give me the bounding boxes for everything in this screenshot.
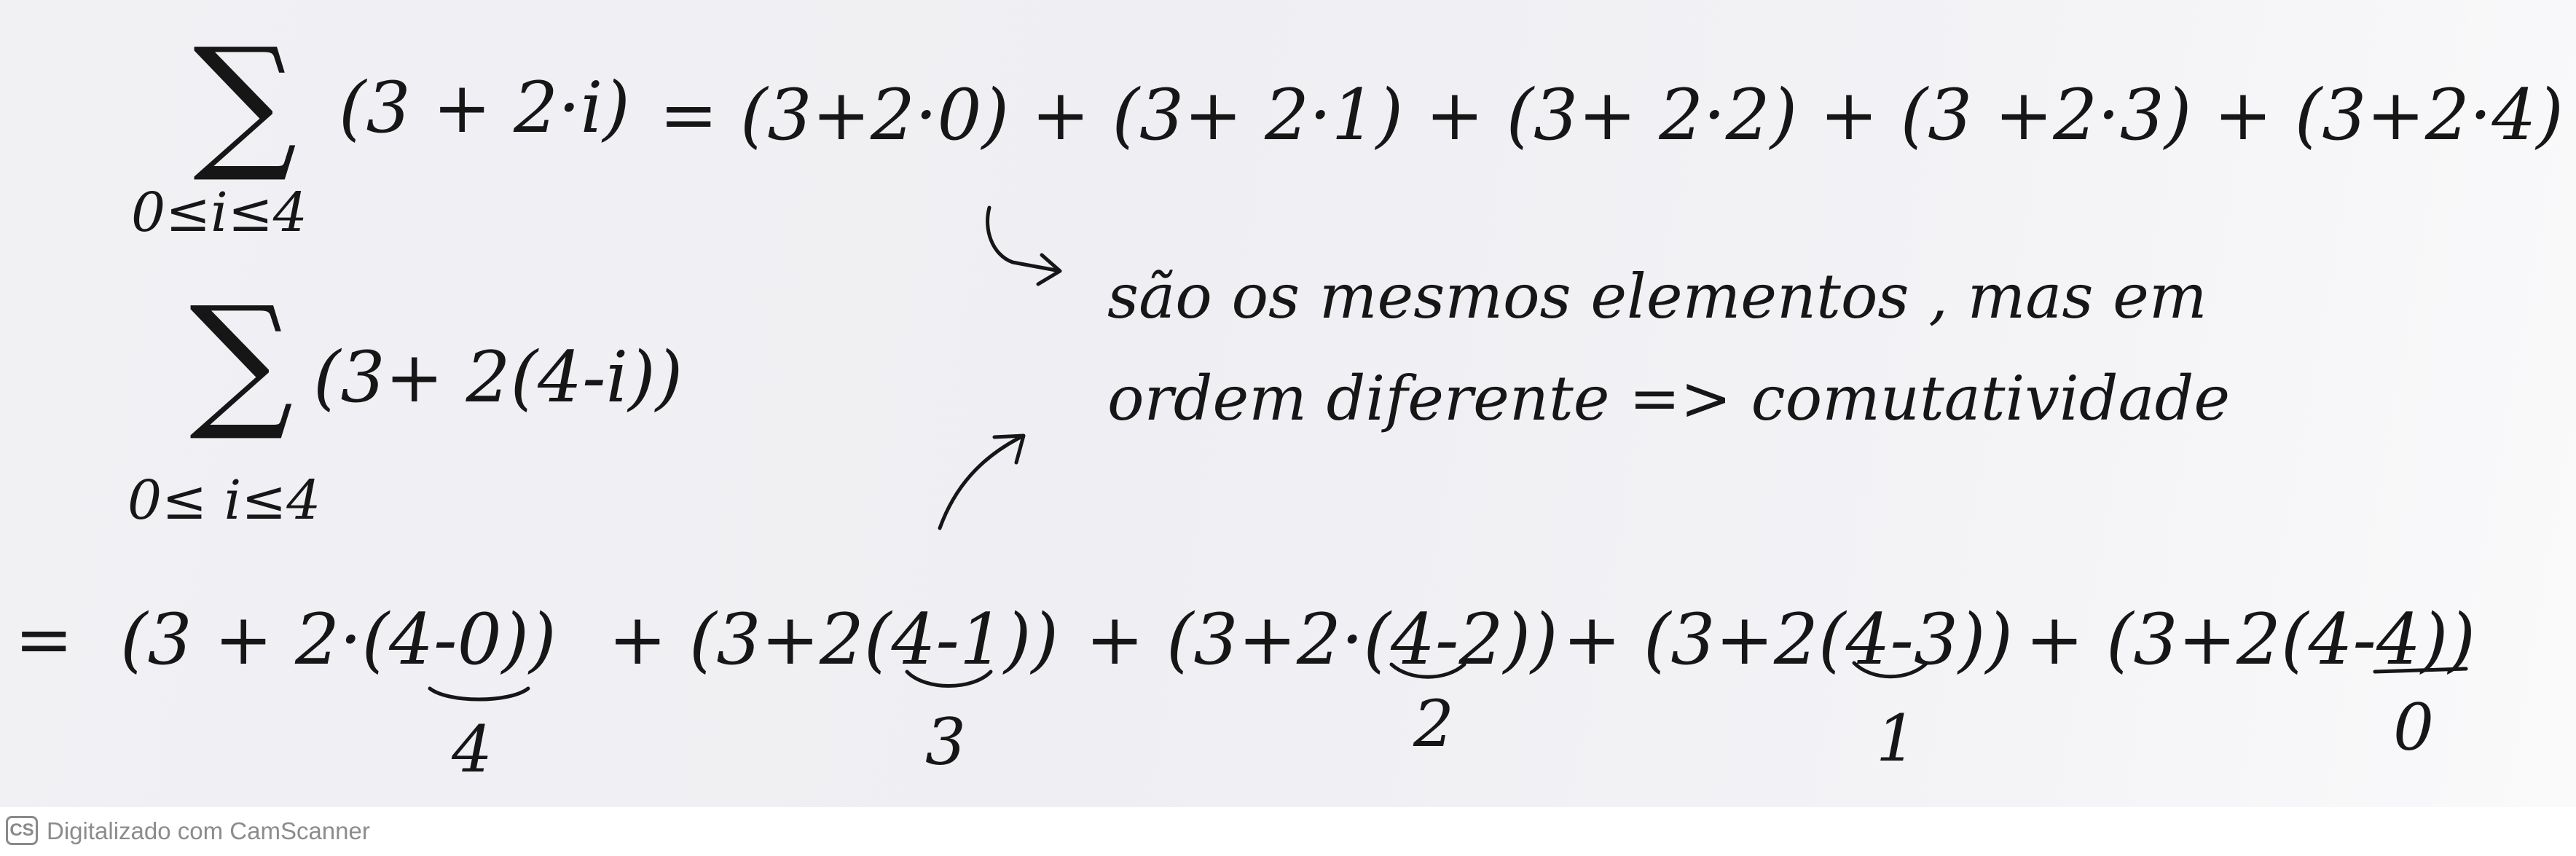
expansion-2-term-4: + (3+2(4-3)) [1563,599,2013,680]
expansion-2-prefix: = [15,599,74,680]
expansion-2-term-1: (3 + 2·(4-0)) [120,599,557,680]
underbrace-2 [907,672,991,686]
expansion-2-term-3: + (3+2·(4-2)) [1085,599,1558,680]
underbrace-4 [1854,663,1927,677]
note-line-1: são os mesmos elementos , mas em [1107,261,2207,332]
underbrace-3 [1391,664,1464,677]
result-value-4: 1 [1876,701,1917,776]
expansion-2-term-5: + (3+2(4-4)) [2025,599,2475,680]
arrow-hook-icon [988,208,1060,284]
camscanner-watermark-text: Digitalizado com CamScanner [47,817,370,844]
camscanner-logo: CS [6,816,38,845]
result-value-1: 4 [452,712,492,787]
note-line-2: ordem diferente => comutatividade [1107,363,2231,434]
sum-term-2: (3+ 2(4-i)) [313,337,683,418]
sum-range-2: 0≤ i≤4 [127,469,321,532]
sum-term-1: (3 + 2·i) [339,67,630,149]
result-value-3: 2 [1413,686,1454,761]
result-value-2: 3 [925,704,966,780]
expansion-1: = (3+2·0) + (3+ 2·1) + (3+ 2·2) + (3 +2·3) + (3+2·4) [659,74,2564,156]
scanner-footer [0,807,2576,856]
result-value-5: 0 [2393,690,2434,765]
sigma-symbol-1: ∑ [193,17,297,186]
underbrace-1 [430,688,528,699]
underbrace-5 [2375,669,2466,672]
expansion-2-term-2: + (3+2(4-1)) [608,599,1059,680]
arrow-up-icon [940,436,1024,528]
sigma-symbol-2: ∑ [189,275,294,445]
sum-range-1: 0≤i≤4 [131,181,307,244]
